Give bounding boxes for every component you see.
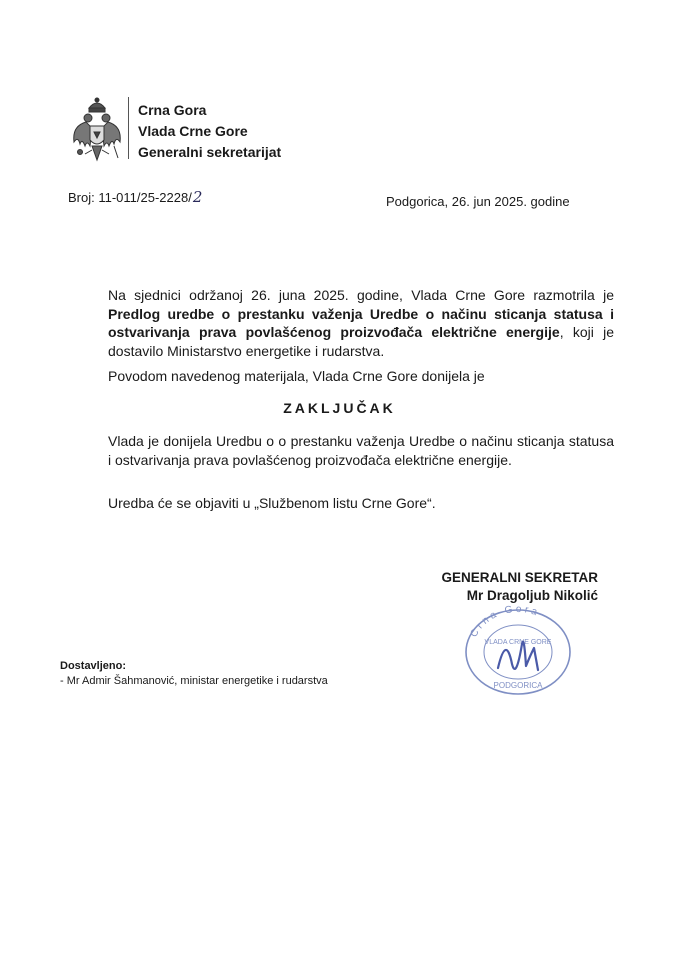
issuer-country: Crna Gora	[138, 102, 207, 118]
paragraph-session-end: , koji je dostavilo Ministarstvo energetike i rudarstva.	[108, 324, 614, 359]
issuer-government: Vlada Crne Gore	[138, 123, 248, 139]
reference-number	[68, 188, 202, 206]
place-and-date: Podgorica, 26. jun 2025. godine	[386, 194, 570, 209]
paragraph-decision: Vlada je donijela Uredbu o o prestanku važenja Uredbe o načinu sticanja statusa i ostvarivanja prava povlašćenog proizvođača električne energije.	[108, 433, 614, 468]
svg-text:Crna Gora	[468, 604, 541, 639]
reference-printed: Broj: 11-011/25-2228/	[68, 190, 192, 205]
stamp-city: PODGORICA	[493, 681, 543, 690]
coat-of-arms-icon	[70, 96, 124, 168]
paragraph-decision-intro-text: Povodom navedenog materijala, Vlada Crne Gore donijela je	[108, 368, 485, 384]
issuer-block	[138, 100, 281, 163]
distribution-label: Dostavljeno:	[60, 660, 127, 672]
decision-title: ZAKLJUČAK	[283, 400, 396, 416]
paragraph-publication: Uredba će se objaviti u „Službenom listu Crne Gore“.	[108, 495, 436, 511]
distribution-item: - Mr Admir Šahmanović, ministar energetike i rudarstva	[60, 675, 328, 687]
paragraph-session-intro: Na sjednici održanoj 26. juna 2025. godine, Vlada Crne Gore razmotrila je	[108, 287, 614, 303]
official-stamp-icon	[454, 604, 582, 696]
stamp-country: Crna Gora	[468, 604, 542, 640]
paragraph-session	[108, 286, 614, 360]
signatory-name: Mr Dragoljub Nikolić	[466, 588, 598, 603]
signatory-title: GENERALNI SEKRETAR	[441, 570, 598, 585]
reference-handwritten: 2	[192, 188, 203, 206]
header-divider	[128, 97, 129, 159]
paragraph-decision-intro	[108, 368, 614, 384]
stamp-government: VLADA CRNE GORE	[484, 639, 552, 646]
proposal-title: Predlog uredbe o prestanku važenja Uredbe o načinu sticanja statusa i ostvarivanja prava povlašćenog proizvođača električne energije	[108, 305, 614, 340]
issuer-secretariat: Generalni sekretarijat	[138, 144, 282, 160]
